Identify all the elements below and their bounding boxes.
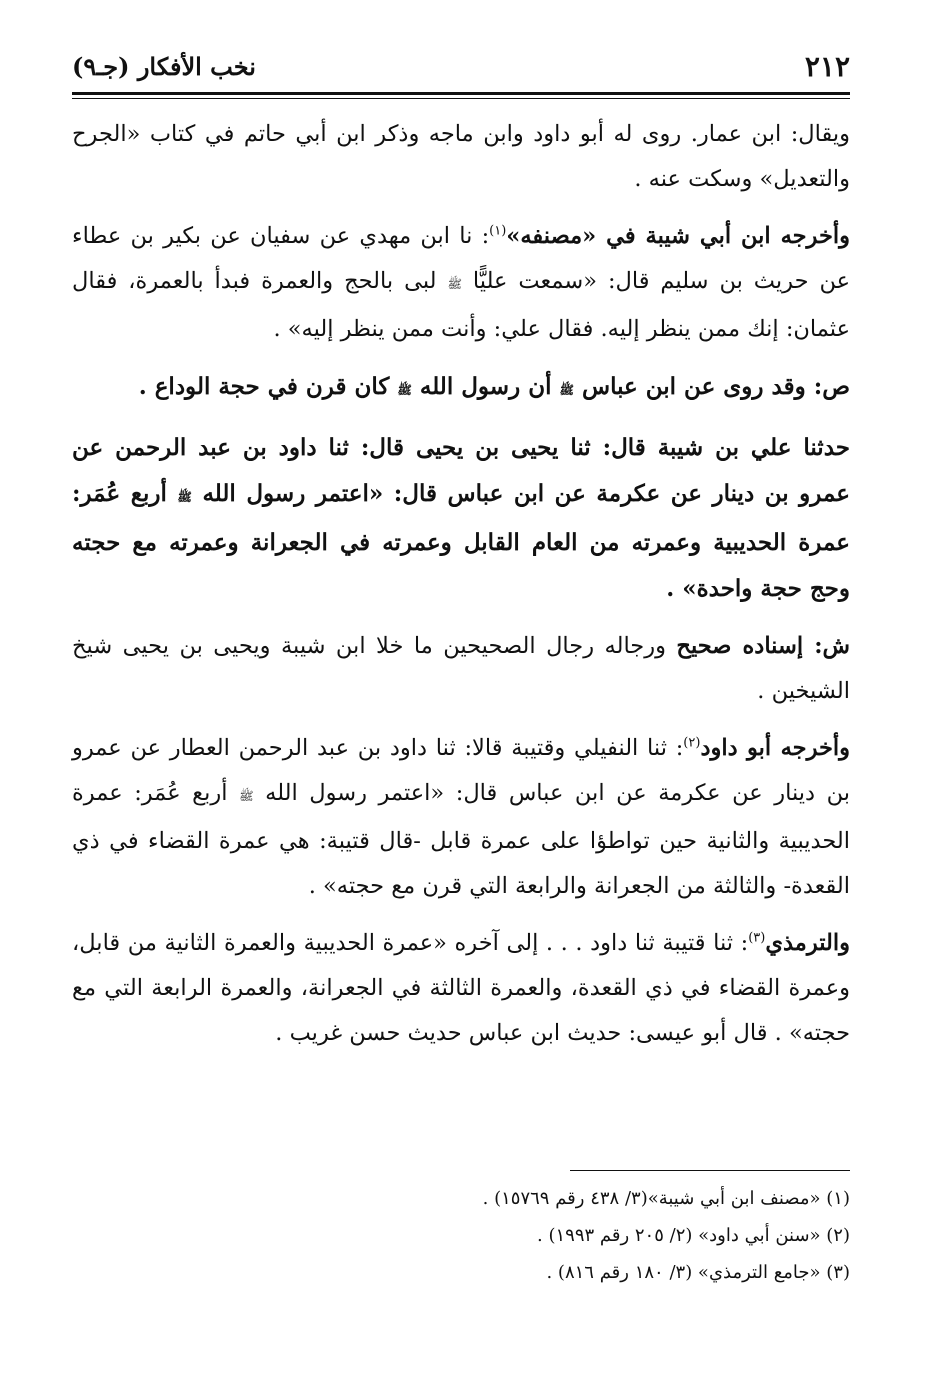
paragraph-1 [72, 112, 850, 202]
text-segment: : نا ابن مهدي عن سفيان عن بكير بن عطاء عن حريث بن سليم قال: «سمعت عليًّا [72, 223, 850, 294]
paragraph-4 [72, 425, 850, 612]
honorific-glyph: ﷺ [559, 383, 574, 397]
text-segment: : ثنا قتيبة ثنا داود . . . إلى آخره «عمرة الحديبية والعمرة الثانية من قابل، وعمرة القضاء في ذي القعدة، والعمرة الثالثة في الجعرانة، والعمرة الرابعة التي مع حجته» . قال أبو عيسى: حديث ابن عباس حديث حسن غريب . [72, 930, 850, 1046]
header-rule [72, 92, 850, 99]
running-title: نخب الأفكار (جـ٩) [72, 51, 256, 81]
page-header [72, 44, 850, 88]
footnote-1: (١) «مصنف ابن أبي شيبة»(٣/ ٤٣٨ رقم ١٥٧٦٩) . [482, 1188, 850, 1209]
text-segment: وأخرجه أبو داود [700, 735, 851, 761]
text-segment: أربع عُمَر: عمرة الحديبية والثانية حين تواطؤا على عمرة قابل -قال قتيبة: هي عمرة القضاء في ذي القعدة- والثالثة من الجعرانة والرابعة التي قرن مع حجته» . [72, 780, 850, 899]
paragraph-3 [72, 364, 850, 413]
footnotes [300, 1180, 850, 1291]
paragraph-2 [72, 214, 850, 352]
text-segment: والترمذي [765, 930, 850, 956]
text-segment: حدثنا علي بن شيبة قال: ثنا يحيى بن يحيى قال: ثنا داود بن عبد الرحمن عن عمرو بن دينار عن عكرمة عن ابن عباس قال: «اعتمر رسول الله [72, 434, 850, 507]
paragraph-5 [72, 624, 850, 714]
page-body [72, 112, 850, 1068]
text-segment: ورجاله رجال الصحيحين ما خلا ابن شيبة ويحيى بن يحيى شيخ الشيخين . [72, 633, 850, 704]
footnote-ref: (٢) [683, 735, 701, 751]
paragraph-7 [72, 921, 850, 1056]
footnote-3: (٣) «جامع الترمذي» (٣/ ١٨٠ رقم ٨١٦) . [546, 1262, 850, 1283]
page-number: ٢١٢ [804, 49, 850, 83]
footnote-separator [570, 1170, 850, 1171]
text-segment: ويقال: ابن عمار. روى له أبو داود وابن ماجه وذكر ابن أبي حاتم في كتاب «الجرح والتعديل» وسكت عنه . [72, 121, 850, 192]
text-segment: كان قرن في حجة الوداع . [138, 373, 398, 400]
honorific-glyph: ﷺ [397, 383, 412, 397]
text-segment: أربع عُمَر: عمرة الحديبية وعمرته من العام القابل وعمرته في الجعرانة وعمرته مع حجته وحج حجة واحدة» . [72, 480, 850, 602]
honorific-glyph: ﷺ [447, 277, 462, 291]
honorific-glyph: ﷺ [239, 789, 254, 803]
paragraph-6 [72, 726, 850, 909]
text-segment: وأخرجه ابن أبي شيبة في «مصنفه» [506, 223, 850, 249]
text-segment: أن رسول الله [411, 373, 560, 400]
text-segment: ش: إسناده صحيح [676, 633, 850, 659]
footnote-2: (٢) «سنن أبي داود» (٢/ ٢٠٥ رقم ١٩٩٣) . [537, 1225, 850, 1246]
honorific-glyph: ﷺ [177, 490, 192, 504]
text-segment: لبى بالحج والعمرة فبدأ بالعمرة، فقال عثمان: إنك ممن ينظر إليه. فقال علي: وأنت ممن ينظر إليه» . [72, 268, 850, 342]
footnote-ref: (١) [489, 223, 507, 239]
text-segment: : ثنا النفيلي وقتيبة قالا: ثنا داود بن عبد الرحمن العطار عن عمرو بن دينار عن عكرمة عن ابن عباس قال: «اعتمر رسول الله [72, 735, 850, 806]
footnote-ref: (٣) [748, 930, 766, 946]
text-segment: ص: وقد روى عن ابن عباس [573, 373, 850, 400]
